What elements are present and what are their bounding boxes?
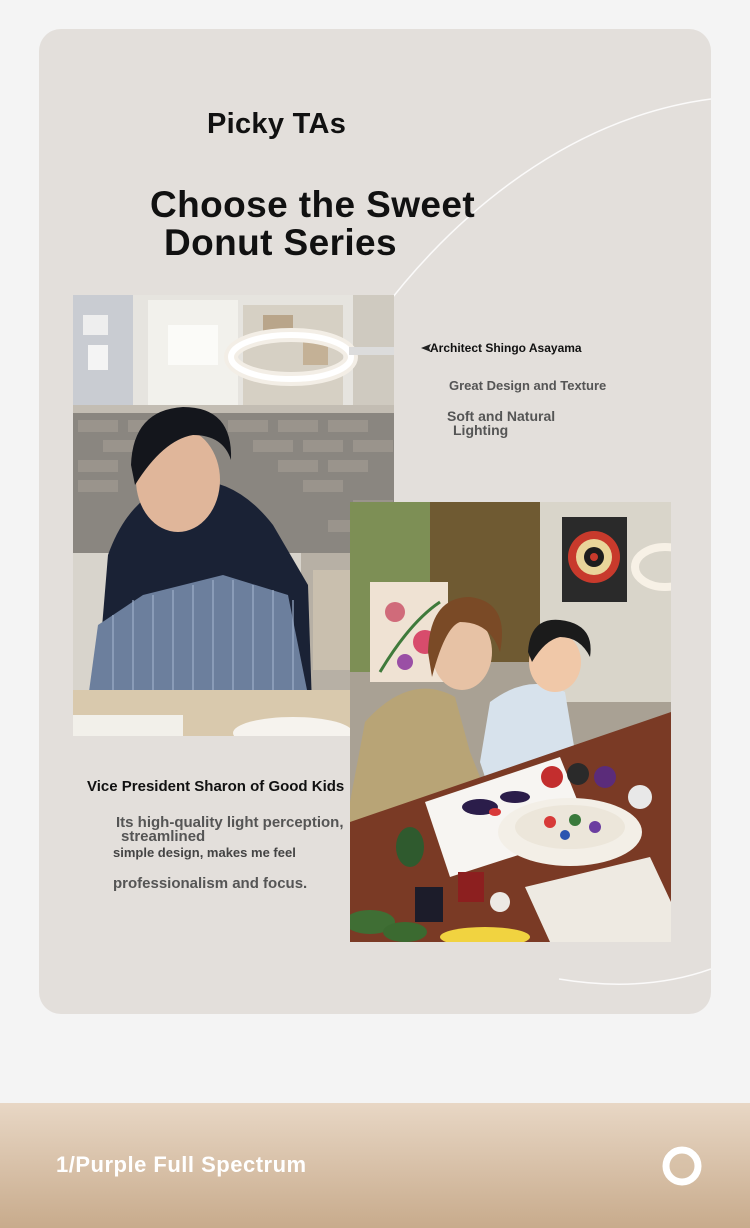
vice-president-name: Vice President Sharon of Good Kids — [87, 778, 345, 795]
architect-name: Architect Shingo Asayama — [430, 341, 582, 355]
quote-line-4: professionalism and focus. — [113, 875, 308, 892]
quote-line-1a: Its high-quality light perception, — [116, 814, 344, 831]
architect-point-design: Great Design and Texture — [449, 378, 607, 393]
lighting-line-2: Lighting — [453, 422, 509, 438]
painting-family-photo-art — [350, 502, 671, 942]
footer-label: 1/Purple Full Spectrum — [56, 1152, 307, 1177]
quote-line-3: simple design, makes me feel — [113, 845, 296, 860]
quote-line-1 — [116, 816, 376, 844]
architect-point-lighting — [447, 409, 597, 437]
painting-family-photo — [350, 502, 671, 942]
title-line-2: Donut Series — [164, 222, 398, 263]
lighting-line-1: Soft and Natural — [447, 408, 556, 424]
section-subtitle: Picky TAs — [207, 108, 347, 140]
ring-lamp-icon — [658, 1142, 706, 1190]
title-line-1: Choose the Sweet — [150, 184, 476, 225]
page-title — [150, 186, 475, 262]
quote-line-1b: streamlined — [121, 828, 206, 845]
architect-photo-art — [73, 295, 394, 736]
architect-photo — [73, 295, 394, 736]
